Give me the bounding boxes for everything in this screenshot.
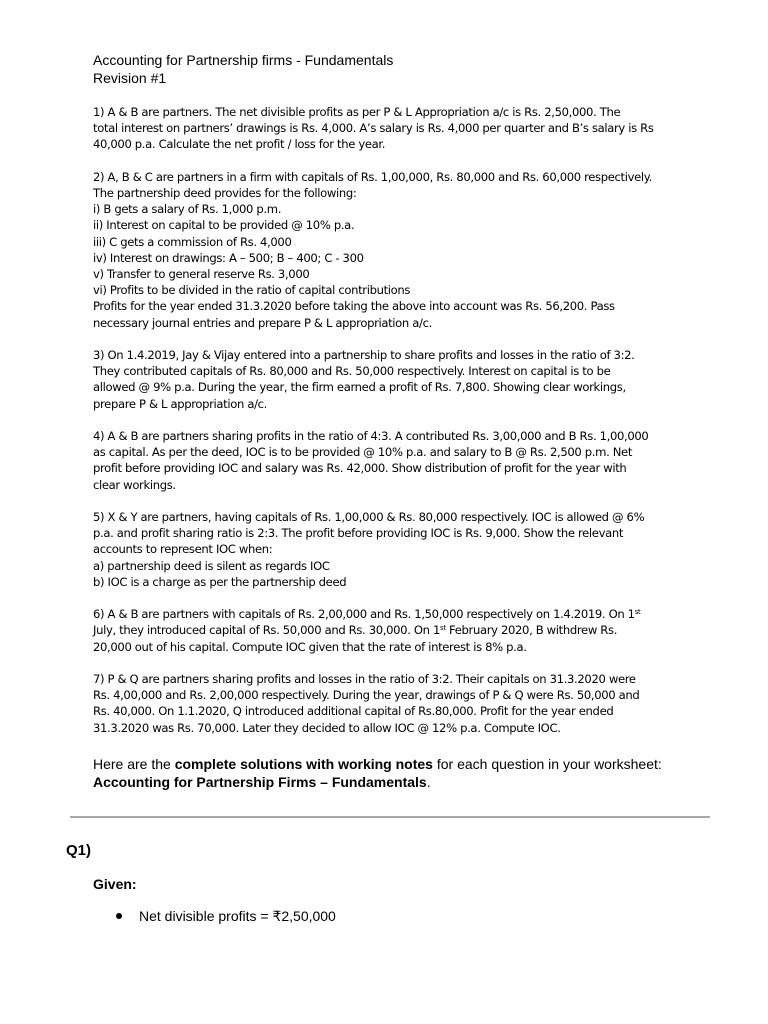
question-1 [93,104,693,153]
given-list [116,907,336,925]
question-line: 20,000 out of his capital. Compute IOC given that the rate of interest is 8% p.a. [93,639,527,654]
question-line: profit before providing IOC and salary was Rs. 42,000. Show distribution of profit for the year with [93,461,627,476]
question-line: 2) A, B & C are partners in a firm with capitals of Rs. 1,00,000, Rs. 80,000 and Rs. 60,000 respectively. [93,169,652,184]
question-line: 7) P & Q are partners sharing profits and losses in the ratio of 3:2. Their capitals on 31.3.2020 were [93,672,636,687]
question-5 [93,509,693,590]
question-line: They contributed capitals of Rs. 80,000 and Rs. 50,000 respectively. Interest on capital is to be [93,364,611,379]
question-line: iii) C gets a commission of Rs. 4,000 [93,234,292,249]
document-header [93,51,393,87]
question-line: allowed @ 9% p.a. During the year, the firm earned a profit of Rs. 7,800. Showing clear workings, [93,380,626,395]
question-6 [93,606,693,655]
question-text: 6) A & B are partners with capitals of Rs. 2,00,000 and Rs. 1,50,000 respectively on 1.4.2019. On 1 [93,607,635,622]
document-title: Accounting for Partnership firms - Fundamentals [93,52,394,68]
bullet-icon [116,913,122,919]
question-line: clear workings. [93,477,176,492]
question-line: 4) A & B are partners sharing profits in the ratio of 4:3. A contributed Rs. 3,00,000 and B Rs. 1,00,000 [93,429,649,444]
question-line: 3) On 1.4.2019, Jay & Vijay entered into a partnership to share profits and losses in the ratio of 3:2. [93,348,635,363]
question-line: ii) Interest on capital to be provided @ 10% p.a. [93,218,355,233]
question-line: as capital. As per the deed, IOC is to be provided @ 10% p.a. and salary to B @ Rs. 2,500 p.m. Net [93,445,633,460]
question-text: February 2020, B withdrew Rs. [445,623,618,638]
list-item [116,907,336,925]
intro-text: for each question in your worksheet: [432,756,662,772]
horizontal-divider [70,816,710,818]
question-line: a) partnership deed is silent as regards IOC [93,558,330,573]
list-item-text: Net divisible profits = ₹2,50,000 [139,908,336,924]
solution-heading: Q1) [66,842,92,859]
question-line: necessary journal entries and prepare P & L appropriation a/c. [93,315,432,330]
question-line: 31.3.2020 was Rs. 70,000. Later they decided to allow IOC @ 12% p.a. Compute IOC. [93,720,561,735]
solutions-intro [93,755,713,791]
question-line: 40,000 p.a. Calculate the net profit / loss for the year. [93,137,386,152]
question-4 [93,428,693,493]
question-line: Profits for the year ended 31.3.2020 before taking the above into account was Rs. 56,200. Pass [93,299,615,314]
question-line: iv) Interest on drawings: A – 500; B – 400; C - 300 [93,250,364,265]
question-line: v) Transfer to general reserve Rs. 3,000 [93,267,310,282]
question-3 [93,347,693,412]
question-line: i) B gets a salary of Rs. 1,000 p.m. [93,202,282,217]
question-line: The partnership deed provides for the following: [93,186,357,200]
intro-bold-text: complete solutions with working notes [174,756,433,772]
question-line: prepare P & L appropriation a/c. [93,396,267,411]
intro-text: Here are the [93,756,175,772]
question-line: 5) X & Y are partners, having capitals of Rs. 1,00,000 & Rs. 80,000 respectively. IOC is allowed @ 6% [93,510,645,525]
question-line: b) IOC is a charge as per the partnership deed [93,574,347,589]
intro-text: . [426,774,431,790]
question-7 [93,671,693,736]
question-line: 1) A & B are partners. The net divisible profits as per P & L Appropriation a/c is Rs. 2,50,000. The [93,105,621,119]
question-line: p.a. and profit sharing ratio is 2:3. The profit before providing IOC is Rs. 9,000. Show the relevant [93,526,624,541]
question-list [93,104,693,752]
ordinal-suffix: st [440,624,446,633]
question-line: Rs. 40,000. On 1.1.2020, Q introduced additional capital of Rs.80,000. Profit for the year ended [93,704,614,719]
given-label: Given: [93,876,137,892]
question-line: accounts to represent IOC when: [93,542,273,557]
question-2 [93,169,693,331]
intro-worksheet-title: Accounting for Partnership Firms – Fundamentals [93,774,427,790]
document-subtitle: Revision #1 [93,70,167,86]
ordinal-suffix: st [634,608,641,617]
question-line [93,606,693,622]
question-text: July, they introduced capital of Rs. 50,000 and Rs. 30,000. On 1 [93,623,441,638]
question-line [93,622,693,638]
question-line: total interest on partners’ drawings is Rs. 4,000. A’s salary is Rs. 4,000 per quarter and B’s salary is Rs [93,121,654,136]
question-line: vi) Profits to be divided in the ratio of capital contributions [93,283,411,298]
question-line: Rs. 4,00,000 and Rs. 2,00,000 respectively. During the year, drawings of P & Q were Rs. 50,000 and [93,688,640,703]
